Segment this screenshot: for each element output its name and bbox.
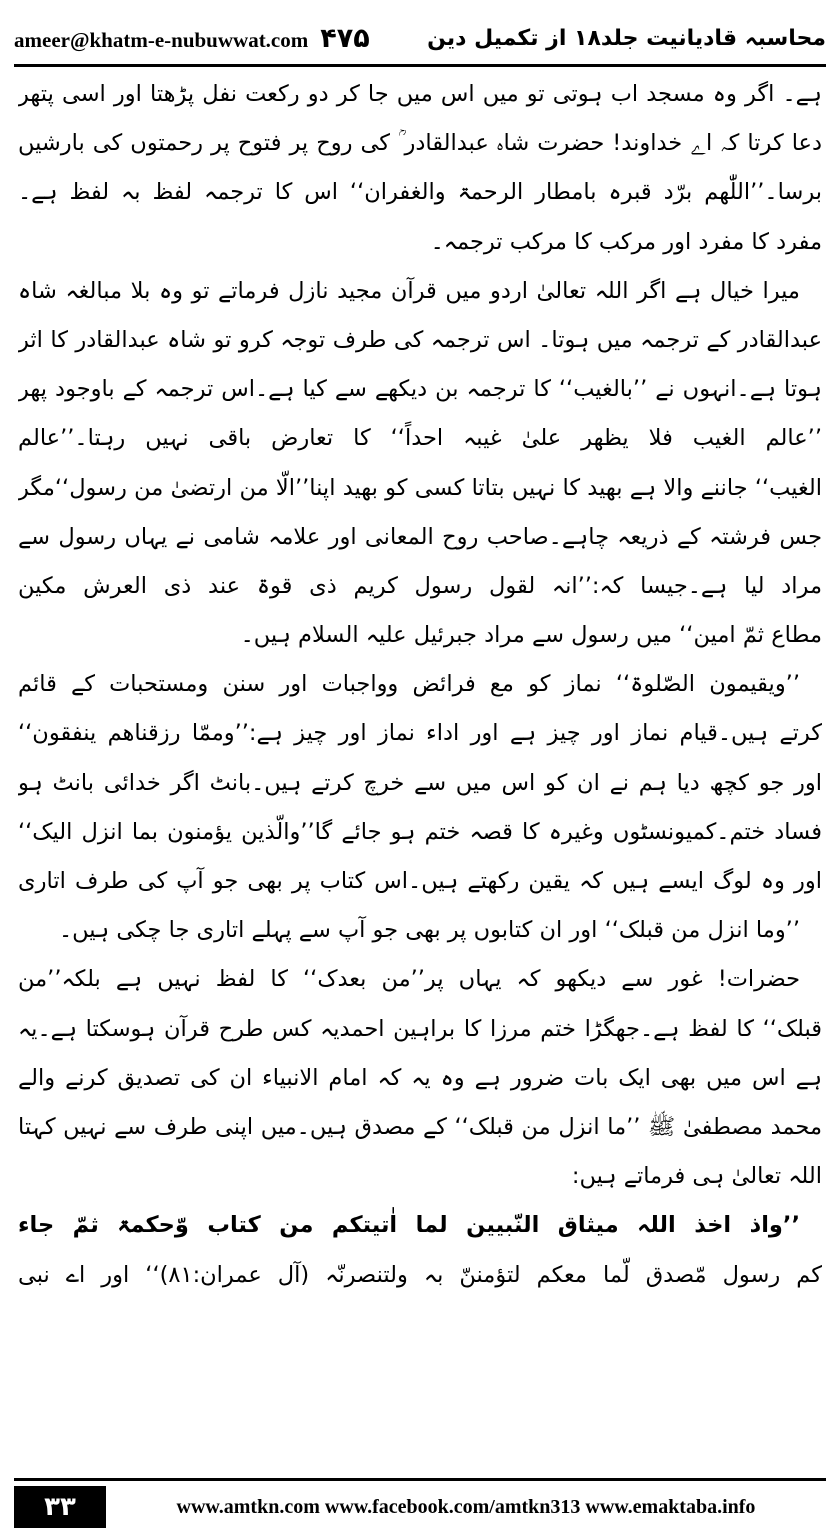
footer-divider [14, 1478, 826, 1481]
header-left [14, 23, 370, 54]
footer-page-label: ۳۳ [14, 1486, 106, 1528]
body-line: ہوتا ہے۔انہوں نے ’’بالغیب‘‘ کا ترجمہ بن دیکھے سے کیا ہے۔اس ترجمہ کے باوجود پھر [18, 376, 822, 403]
body-line: مطاع ثمّ امین‘‘ میں رسول سے مراد جبرئیل علیہ السلام ہیں۔ [240, 622, 822, 649]
body-line: قبلک‘‘ کا لفظ ہے۔جھگڑا ختم مرزا کا براہین احمدیہ کس طرح قرآن ہوسکتا ہے۔یہ [18, 1015, 822, 1042]
body-line: ہے اس میں بھی ایک بات ضرور ہے وہ یہ کہ امام الانبیاء ان کی تصدیق کرنے والے [18, 1064, 822, 1091]
body-line: دعا کرتا کہ اے خداوند! حضرت شاہ عبدالقادر ؒ کی روح پر فتوح پر رحمتوں کی بارشیں [18, 130, 822, 157]
header-divider [14, 64, 826, 67]
body-line: کرتے ہیں۔قیام نماز اور چیز ہے اور اداء نماز اور چیز ہے:’’وممّا رزقناھم ینفقون‘‘ [18, 720, 822, 747]
body-line: کم رسول مّصدق لّما معکم لتؤمننّ بہ ولتنصرنّہ (آل عمران:۸۱)‘‘ اور اے نبی [18, 1261, 822, 1288]
footer-links[interactable]: www.amtkn.com www.facebook.com/amtkn313 www.emaktaba.info [176, 1495, 756, 1518]
body-line: حضرات! غور سے دیکھو کہ یہاں پر’’من بعدک‘‘ کا لفظ نہیں ہے بلکہ’’من [18, 966, 800, 993]
body-line: فساد ختم۔کمیونسٹوں وغیرہ کا قصہ ختم ہو جائے گا’’والّذین یؤمنون بما انزل الیک‘‘ [18, 818, 822, 845]
body-line: اللہ تعالیٰ ہی فرماتے ہیں: [571, 1163, 822, 1190]
header-book-title: محاسبہ قادیانیت جلد۱۸ از تکمیل دین [427, 25, 826, 51]
body-line: مراد لیا ہے۔جیسا کہ:’’انہ لقول رسول کریم ذی قوۃ عند ذی العرش مکین [18, 572, 822, 599]
body-line: ’’عالم الغیب فلا یظھر علیٰ غیبہ احداً‘‘ کا تعارض باقی نہیں رہتا۔’’عالم [18, 425, 822, 452]
body-line: الغیب‘‘ جاننے والا ہے بھید کا نہیں بتاتا کسی کو بھید اپنا’’الّا من ارتضیٰ من رسول‘‘مگر [18, 474, 822, 501]
body-line: اور جو کچھ دیا ہم نے ان کو اس میں سے خرچ کرتے ہیں۔بانٹ اگر خدائی بانٹ ہو [18, 769, 822, 796]
body-line: ’’وما انزل من قبلک‘‘ اور ان کتابوں پر بھی جو آپ سے پہلے اتاری جا چکی ہیں۔ [58, 917, 800, 944]
header-email[interactable]: ameer@khatm-e-nubuwwat.com [14, 27, 309, 52]
body-line: محمد مصطفیٰ ﷺ ’’ما انزل من قبلک‘‘ کے مصدق ہیں۔میں اپنی طرف سے نہیں کہتا [18, 1113, 822, 1140]
body-line: مفرد کا مفرد اور مرکب کا مرکب ترجمہ۔ [430, 228, 822, 255]
page-header [14, 14, 826, 62]
body-line: میرا خیال ہے اگر اللہ تعالیٰ اردو میں قرآن مجید نازل فرماتے تو وہ بلا مبالغہ شاہ [18, 277, 800, 304]
body-line: برسا۔’’اللّٰھم برّد قبرہ بامطار الرحمۃ والغفران‘‘ اس کا ترجمہ لفظ بہ لفظ ہے۔ [18, 179, 822, 206]
body-line: جس فرشتہ کے ذریعہ چاہے۔صاحب روح المعانی اور علامہ شامی نے یہاں رسول سے [18, 523, 822, 550]
header-page-number: ۴۷۵ [320, 22, 370, 54]
body-line: ’’ویقیمون الصّلوۃ‘‘ نماز کو مع فرائض وواجبات اور سنن ومستحبات کے قائم [18, 671, 800, 698]
body-line: ہے۔ اگر وہ مسجد اب ہوتی تو میں اس میں جا کر دو رکعت نفل پڑھتا اور اسی پتھر [18, 81, 822, 107]
page-footer [14, 1486, 826, 1528]
body-line: اور وہ لوگ ایسے ہیں کہ یقین رکھتے ہیں۔اس کتاب پر بھی جو آپ کی طرف اتاری [18, 868, 822, 894]
body-line: عبدالقادر کے ترجمہ میں ہوتا۔ اس ترجمہ کی طرف توجہ کرو تو شاہ عبدالقادر کا اثر [18, 326, 822, 353]
body-line: ’’واذ اخذ اللہ میثاق النّبیین لما اٰتیتکم من کتاب وّحکمۃ ثمّ جاء [18, 1212, 800, 1239]
page-body [18, 70, 822, 1470]
